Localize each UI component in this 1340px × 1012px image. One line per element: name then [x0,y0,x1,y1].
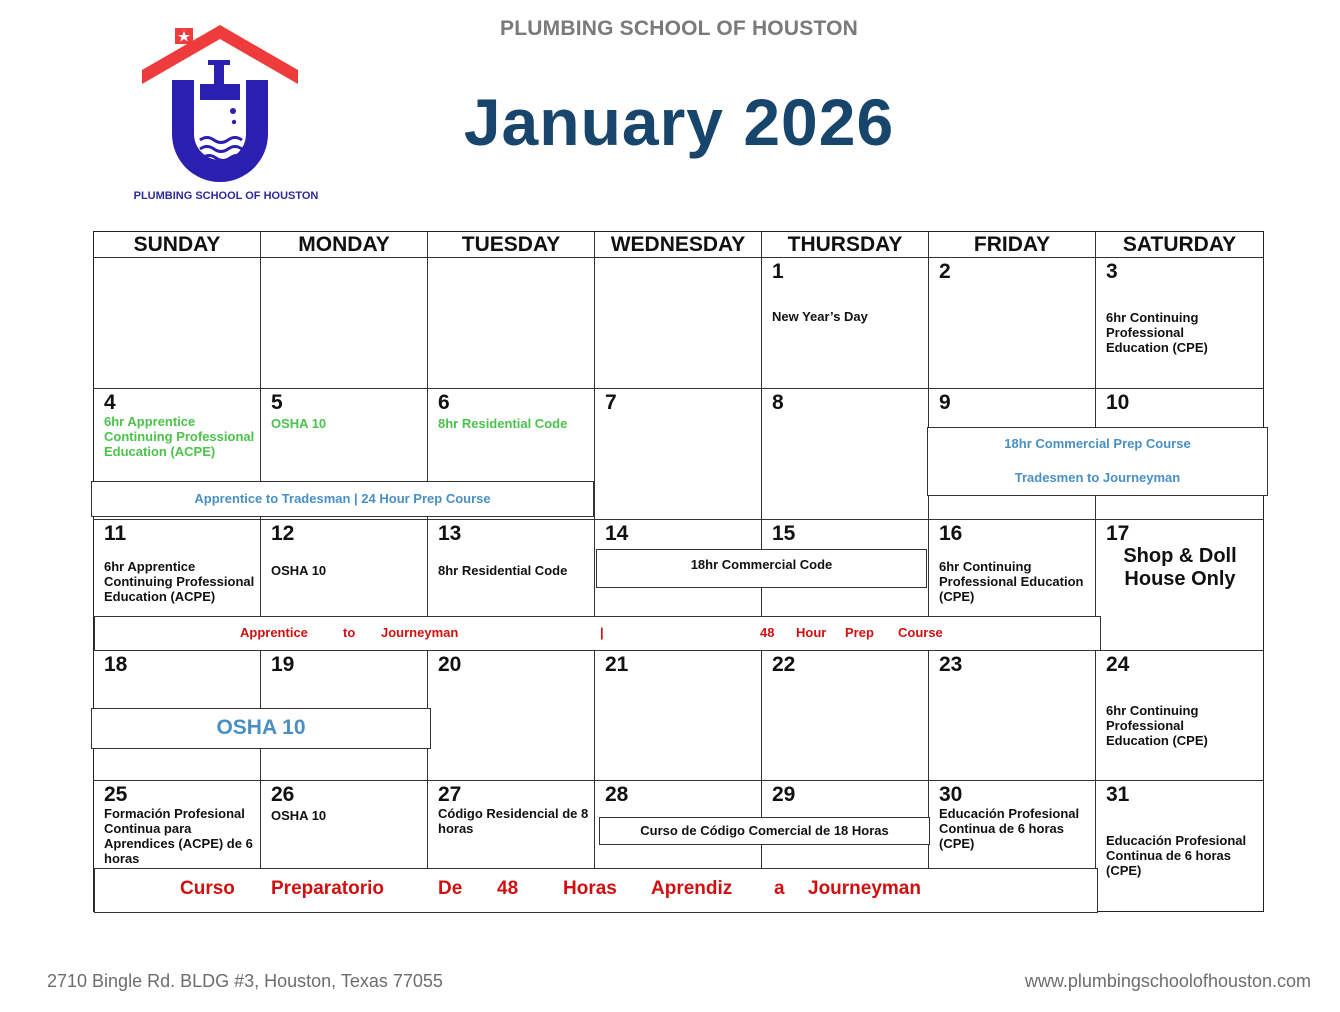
event-jan26: OSHA 10 [271,808,327,823]
weekday-friday: FRIDAY [973,233,1051,256]
banner-word: 48 [760,625,775,640]
banner-commercial-prep [927,427,1268,496]
event-jan4: 6hr Apprentice Continuing Professional Education (ACPE) [104,414,255,459]
banner-commercial-prep-line1: 18hr Commercial Prep Course [1004,436,1191,451]
banner-word: Journeyman [808,878,921,899]
banner-word: De [438,878,463,899]
banner-word: to [343,625,356,640]
banner-osha: OSHA 10 [91,708,431,749]
banner-word: Curso [180,878,235,899]
day-number: 25 [104,783,128,806]
weekday-saturday: SATURDAY [1122,233,1237,256]
day-number: 23 [939,653,963,676]
day-number: 24 [1106,653,1130,676]
banner-commercial-code: 18hr Commercial Code [596,549,927,588]
day-number: 10 [1106,391,1130,414]
logo-caption: PLUMBING SCHOOL OF HOUSTON [133,190,319,202]
banner-word: Aprendiz [651,878,733,899]
day-number: 9 [939,391,951,414]
footer-website-link[interactable]: www.plumbingschoolofhouston.com [1024,971,1311,991]
day-number: 3 [1106,260,1118,283]
day-number: 12 [271,522,295,545]
event-jan30: Educación Profesional Continua de 6 horas (CPE) [939,806,1080,851]
grid-line [928,231,929,912]
weekday-sunday: SUNDAY [133,233,221,256]
banner-word: Preparatorio [271,878,384,899]
banner-apprentice-journeyman [94,616,1101,651]
day-number: 11 [104,522,127,545]
banner-curso-preparatorio [94,868,1098,913]
day-number: 8 [772,391,784,414]
day-number: 21 [605,653,629,676]
banner-apprentice-tradesman: Apprentice to Tradesman | 24 Hour Prep Course [91,481,594,517]
banner-word: Horas [563,878,617,899]
banner-word: Hour [796,625,827,640]
banner-word: Journeyman [381,625,459,640]
day-number: 2 [939,260,951,283]
month-title: January 2026 [463,85,895,159]
day-number: 19 [271,653,295,676]
day-number: 4 [104,391,116,414]
day-number: 7 [605,391,617,414]
day-number: 29 [772,783,796,806]
day-number: 1 [772,260,784,283]
banner-word: 48 [497,878,519,899]
grid-line [260,231,261,912]
day-number: 31 [1106,783,1130,806]
grid-line [1095,231,1096,912]
day-number: 15 [772,522,796,545]
weekday-monday: MONDAY [298,233,390,256]
footer-address: 2710 Bingle Rd. BLDG #3, Houston, Texas 77055 [47,971,443,991]
grid-line [93,257,1264,258]
day-number: 13 [438,522,462,545]
day-number: 22 [772,653,796,676]
school-name-heading: PLUMBING SCHOOL OF HOUSTON [500,17,858,40]
event-jan12: OSHA 10 [271,563,327,578]
day-number: 26 [271,783,295,806]
day-number: 18 [104,653,128,676]
house-faucet-logo-icon [130,22,320,207]
banner-word: | [600,625,604,640]
grid-line [93,519,1264,520]
event-jan16: 6hr Continuing Professional Education (CPE) [939,559,1084,604]
day-number: 5 [271,391,283,414]
event-jan1: New Year’s Day [772,309,868,324]
weekday-thursday: THURSDAY [787,233,903,256]
event-jan31: Educación Profesional Continua de 6 horas (CPE) [1106,833,1247,878]
day-number: 14 [605,522,629,545]
grid-line [93,780,1264,781]
event-jan3: 6hr Continuing Professional Education (CPE) [1106,310,1208,355]
grid-line [427,231,428,912]
banner-commercial-prep-line2: Tradesmen to Journeyman [1014,470,1181,485]
banner-word: Prep [845,625,874,640]
grid-line [594,231,595,912]
banner-word: Apprentice [240,625,308,640]
day-number: 16 [939,522,963,545]
event-jan11: 6hr Apprentice Continuing Professional Education (ACPE) [104,559,255,604]
day-number: 17 [1106,522,1130,545]
grid-line [93,388,1264,389]
day-number: 6 [438,391,450,414]
weekday-tuesday: TUESDAY [461,233,561,256]
day-number: 28 [605,783,629,806]
event-jan25: Formación Profesional Continua para Aprendices (ACPE) de 6 horas [104,806,253,866]
day-number: 27 [438,783,462,806]
event-jan13: 8hr Residential Code [438,563,568,578]
day-number: 30 [939,783,963,806]
event-jan24: 6hr Continuing Professional Education (CPE) [1106,703,1208,748]
weekday-wednesday: WEDNESDAY [610,233,746,256]
event-jan27: Código Residencial de 8 horas [438,806,589,836]
event-jan17: Shop & Doll House Only [1123,545,1237,590]
banner-word: Course [898,625,943,640]
banner-codigo-comercial: Curso de Código Comercial de 18 Horas [599,817,930,845]
event-jan5: OSHA 10 [271,416,327,431]
day-number: 20 [438,653,462,676]
banner-word: a [774,878,785,899]
event-jan6: 8hr Residential Code [438,416,568,431]
